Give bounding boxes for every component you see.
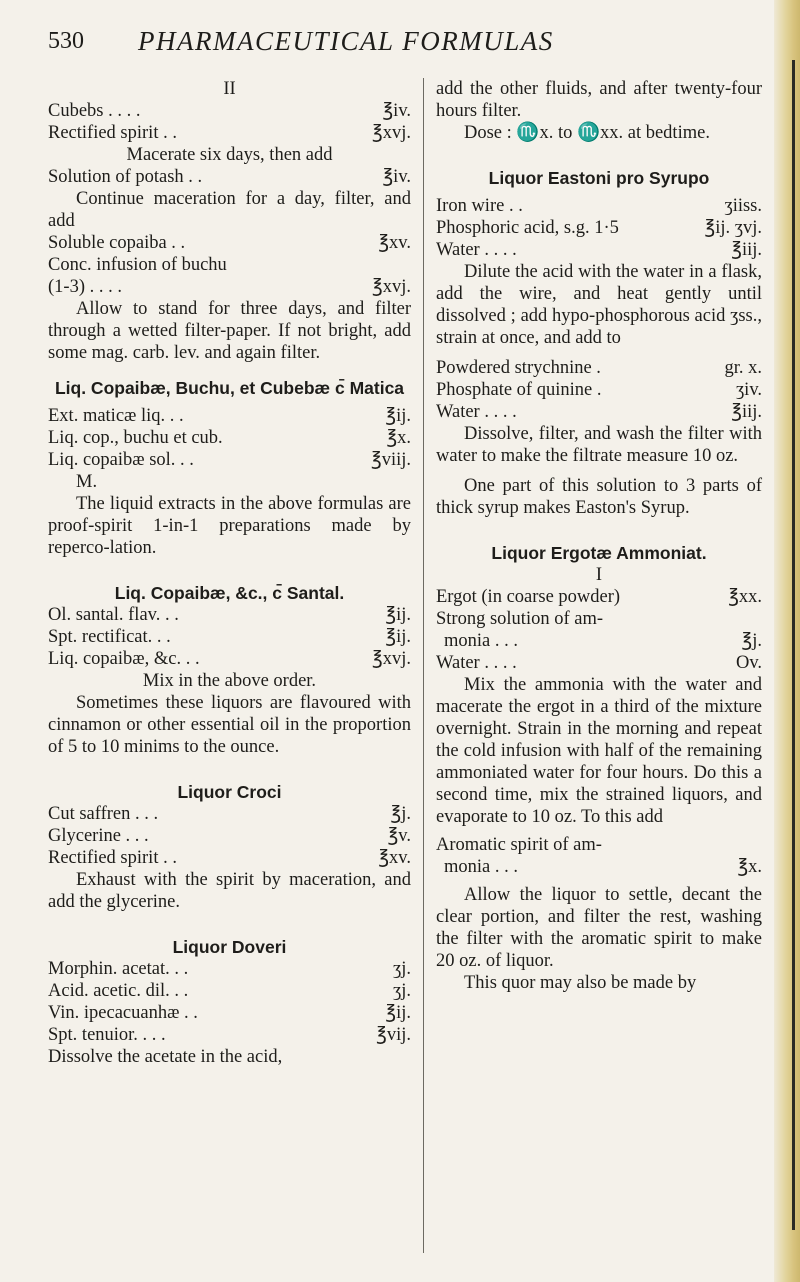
ingredient-row: Ergot (in coarse powder) ℥xx. [436, 587, 762, 607]
instruction-text: Dissolve, filter, and wash the filter with water to make the filtrate measure 10 oz. [436, 424, 762, 466]
ingredient-row: Liq. cop., buchu et cub. ℥x. [48, 428, 411, 448]
page-edge [774, 0, 800, 1282]
ingredient-row: Solution of potash . . ℥iv. [48, 167, 411, 187]
ingredient-row: Powdered strychnine . gr. x. [436, 358, 762, 378]
instruction-text: The liquid extracts in the above formulas are proof-spirit 1-in-1 preparations made by reperco-lation. [48, 494, 411, 558]
dose-text: Dose : ♏x. to ♏xx. at bedtime. [464, 123, 710, 143]
column-divider [423, 78, 424, 1253]
ingredient-row: Aromatic spirit of am- [436, 835, 602, 855]
ingredient-row: Iron wire . . ʒiiss. [436, 196, 762, 216]
ingredient-row: Liq. copaibæ, &c. . . ℥xvj. [48, 649, 411, 669]
instruction-text: Continue maceration for a day, filter, and add [48, 189, 411, 231]
section-number: I [595, 565, 603, 585]
instruction-text: One part of this solution to 3 parts of thick syrup makes Easton's Syrup. [436, 476, 762, 518]
running-title: PHARMACEUTICAL FORMULAS [138, 26, 554, 56]
ingredient-row: Liq. copaibæ sol. . . ℥viij. [48, 450, 411, 470]
ingredient-row: Spt. rectificat. . . ℥ij. [48, 627, 411, 647]
instruction-text: Macerate six days, then add [126, 145, 333, 165]
instruction-text: add the other fluids, and after twenty-four hours filter. [436, 79, 762, 121]
ingredient-row: Glycerine . . . ℥v. [48, 826, 411, 846]
ingredient-row: Strong solution of am- [436, 609, 604, 629]
ingredient-row: Spt. tenuior. . . . ℥vij. [48, 1025, 411, 1045]
ingredient-row: Acid. acetic. dil. . . ʒj. [48, 981, 411, 1001]
instruction-text: Mix the ammonia with the water and macerate the ergot in a third of the mixture overnight. Strain in the morning and repeat the cold infusion with half of the remaining ammoniated water for four hours. Do this a second time, mix the strained liquors, and evaporate to 10 oz. To this add [436, 675, 762, 827]
ingredient-row: Vin. ipecacuanhæ . . ℥ij. [48, 1003, 411, 1023]
formula-title: Liquor Doveri [172, 937, 287, 957]
ingredient-row: Phosphate of quinine . ʒiv. [436, 380, 762, 400]
instruction-text: Dilute the acid with the water in a flask, add the wire, and heat gently until dissolved ; add hypo-phosphorous acid ʒss., strain at once, and add to [436, 262, 762, 348]
ingredient-row: Conc. infusion of buchu [48, 255, 227, 275]
ingredient-row: Ext. maticæ liq. . . ℥ij. [48, 406, 411, 426]
ingredient-row: (1-3) . . . . ℥xvj. [48, 277, 411, 297]
left-column [48, 78, 411, 1068]
ingredient-row: Water . . . . Ov. [436, 653, 762, 673]
ingredient-row: Morphin. acetat. . . ʒj. [48, 959, 411, 979]
ingredient-row: monia . . . ℥j. [444, 631, 762, 651]
formula-title: Liq. Copaibæ, Buchu, et Cubebæ c̄ Matica [54, 378, 405, 398]
instruction-text: This quor may also be made by [464, 973, 697, 993]
ingredient-row: Cut saffren . . . ℥j. [48, 804, 411, 824]
ingredient-row: Phosphoric acid, s.g. 1·5 ℥ij. ʒvj. [436, 218, 762, 238]
formula-title: Liq. Copaibæ, &c., c̄ Santal. [114, 583, 345, 603]
instruction-text: Allow the liquor to settle, decant the clear portion, and filter the rest, washing the filter with the aromatic spirit to make 20 oz. of liquor. [436, 885, 762, 971]
ingredient-row: Rectified spirit . . ℥xv. [48, 848, 411, 868]
ingredient-row: Water . . . . ℥iij. [436, 402, 762, 422]
instruction-text: Allow to stand for three days, and filter through a wetted filter-paper. If not bright, add some mag. carb. lev. and again filter. [48, 299, 411, 363]
instruction-text: Mix in the above order. [142, 671, 317, 691]
ingredient-row: Water . . . . ℥iij. [436, 240, 762, 260]
instruction-text: Sometimes these liquors are flavoured with cinnamon or other essential oil in the proportion of 5 to 10 minims to the ounce. [48, 693, 411, 757]
page-header [48, 22, 740, 62]
page-number: 530 [48, 28, 84, 54]
instruction-text: Dissolve the acetate in the acid, [48, 1047, 283, 1067]
right-column [436, 78, 762, 994]
ingredient-row: Cubebs . . . . ℥iv. [48, 101, 411, 121]
formula-title: Liquor Eastoni pro Syrupo [488, 168, 710, 188]
section-number: II [223, 79, 236, 99]
ingredient-row: Ol. santal. flav. . . ℥ij. [48, 605, 411, 625]
ingredient-row: monia . . . ℥x. [444, 857, 762, 877]
formula-title: Liquor Croci [177, 782, 282, 802]
instruction-text: Exhaust with the spirit by maceration, and add the glycerine. [48, 870, 411, 912]
formula-title: Liquor Ergotæ Ammoniat. [491, 543, 707, 563]
ingredient-row: Soluble copaiba . . ℥xv. [48, 233, 411, 253]
mix-label: M. [76, 472, 98, 492]
ingredient-row: Rectified spirit . . ℥xvj. [48, 123, 411, 143]
